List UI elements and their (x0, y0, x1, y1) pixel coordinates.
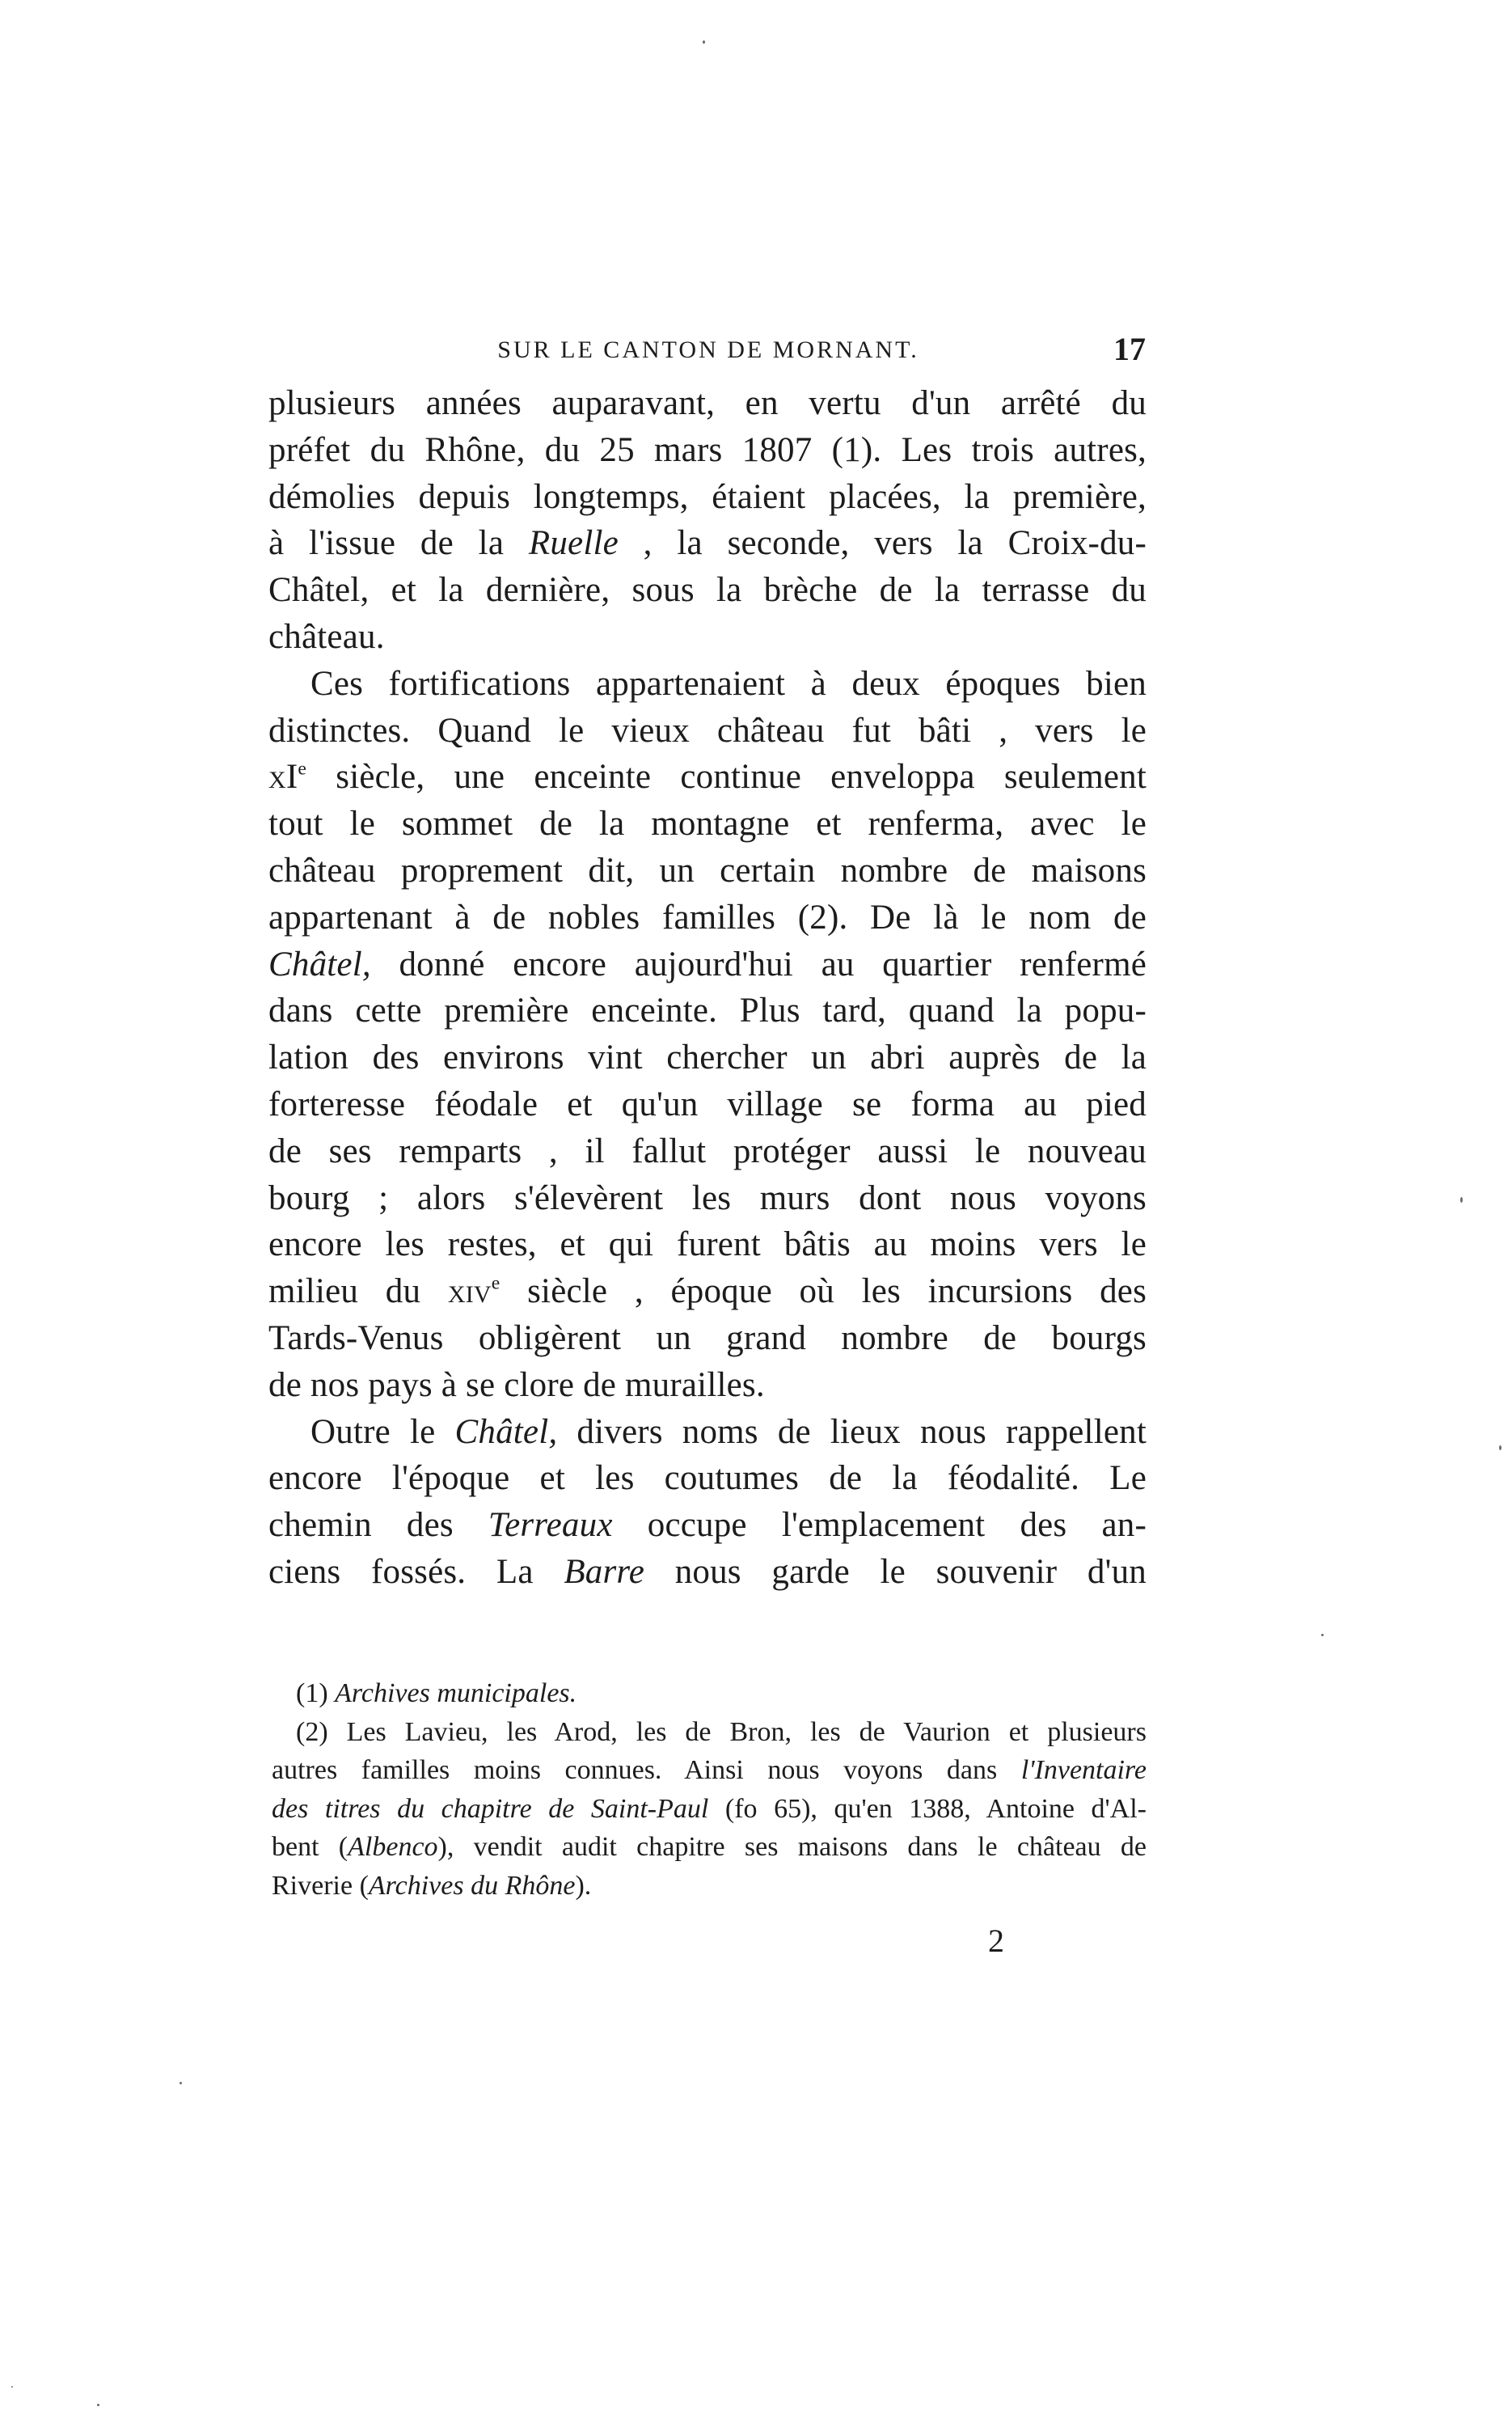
text-line: $xI^e$ siècle, une enceinte continue enveloppa seulement (268, 758, 1147, 797)
footnote-1: (1) Archives municipales. (296, 1678, 577, 1708)
text-line: encore l'époque et les coutumes de la féodalité. Le (268, 1459, 1147, 1498)
body-text (268, 380, 1147, 1596)
paragraph-start: Outre le Châtel, divers noms de lieux nous rappellent (310, 1412, 1147, 1451)
running-title: SUR LE CANTON DE MORNANT. (497, 336, 919, 363)
text-line: château proprement dit, un certain nombre de maisons (268, 851, 1147, 890)
paragraph-start: Ces fortifications appartenaient à deux époques bien (310, 664, 1147, 703)
italic-place-name: Châtel, (454, 1412, 558, 1451)
italic-place-name: Ruelle (528, 524, 619, 563)
text-line: bourg ; alors s'élevèrent les murs dont nous voyons (268, 1178, 1147, 1217)
text-line: de nos pays à se clore de murailles. (268, 1365, 765, 1404)
scan-speck (1499, 1445, 1501, 1450)
italic-place-name: Châtel, (268, 945, 371, 984)
text-line: plusieurs années auparavant, en vertu d'un arrêté du (268, 384, 1147, 422)
text-line: appartenant à de nobles familles (2). De là le nom de (268, 898, 1147, 937)
text-line: à l'issue de la Ruelle , la seconde, vers la Croix-du- (268, 524, 1147, 563)
scan-speck (1460, 1197, 1463, 1203)
text-line: forteresse féodale et qu'un village se forma au pied (268, 1085, 1147, 1123)
scan-speck (1321, 1634, 1324, 1636)
footnotes (272, 1674, 1147, 1905)
text-line: Châtel, donné encore aujourd'hui au quartier renfermé (268, 945, 1147, 984)
running-header (271, 330, 1146, 370)
italic-place-name: Barre (564, 1552, 645, 1591)
text-line: préfet du Rhône, du 25 mars 1807 (1). Les trois autres, (268, 430, 1147, 469)
text-line: distinctes. Quand le vieux château fut bâti , vers le (268, 711, 1147, 750)
text-line: tout le sommet de la montagne et renferma, avec le (268, 805, 1147, 844)
text-line: milieu du xiv$^e$ siècle , époque où les incursions des (268, 1272, 1147, 1311)
text-line: lation des environs vint chercher un abri auprès de la (268, 1039, 1147, 1077)
footnote-line: Riverie (Archives du Rhône). (272, 1870, 592, 1901)
text-line: chemin des Terreaux occupe l'emplacement des an- (268, 1506, 1147, 1545)
footnote-line: bent (Albenco), vendit audit chapitre ses maisons dans le château de (272, 1832, 1147, 1862)
scan-speck (11, 2386, 13, 2388)
signature-mark: 2 (988, 1923, 1004, 1959)
footnote-line: autres familles moins connues. Ainsi nous voyons dans l'Inventaire (272, 1755, 1147, 1785)
scan-speck (97, 2404, 99, 2406)
scan-speck (703, 40, 705, 44)
text-line: ciens fossés. La Barre nous garde le souvenir d'un (268, 1552, 1147, 1591)
text-line: château. (268, 617, 385, 656)
footnote-2: (2) Les Lavieu, les Arod, les de Bron, les de Vaurion et plusieurs (296, 1716, 1147, 1747)
italic-place-name: Terreaux (488, 1506, 613, 1545)
text-line: encore les restes, et qui furent bâtis au moins vers le (268, 1225, 1147, 1264)
page-number: 17 (1113, 331, 1146, 367)
text-line: démolies depuis longtemps, étaient placées, la première, (268, 477, 1147, 516)
text-line: de ses remparts , il fallut protéger aussi le nouveau (268, 1132, 1147, 1170)
footnote-line: des titres du chapitre de Saint-Paul (fo 65), qu'en 1388, Antoine d'Al- (272, 1793, 1147, 1824)
text-line: Tards-Venus obligèrent un grand nombre de bourgs (268, 1318, 1147, 1357)
text-line: Châtel, et la dernière, sous la brèche de la terrasse du (268, 571, 1147, 610)
scan-speck (179, 2082, 182, 2084)
text-line: dans cette première enceinte. Plus tard, quand la popu- (268, 992, 1147, 1030)
